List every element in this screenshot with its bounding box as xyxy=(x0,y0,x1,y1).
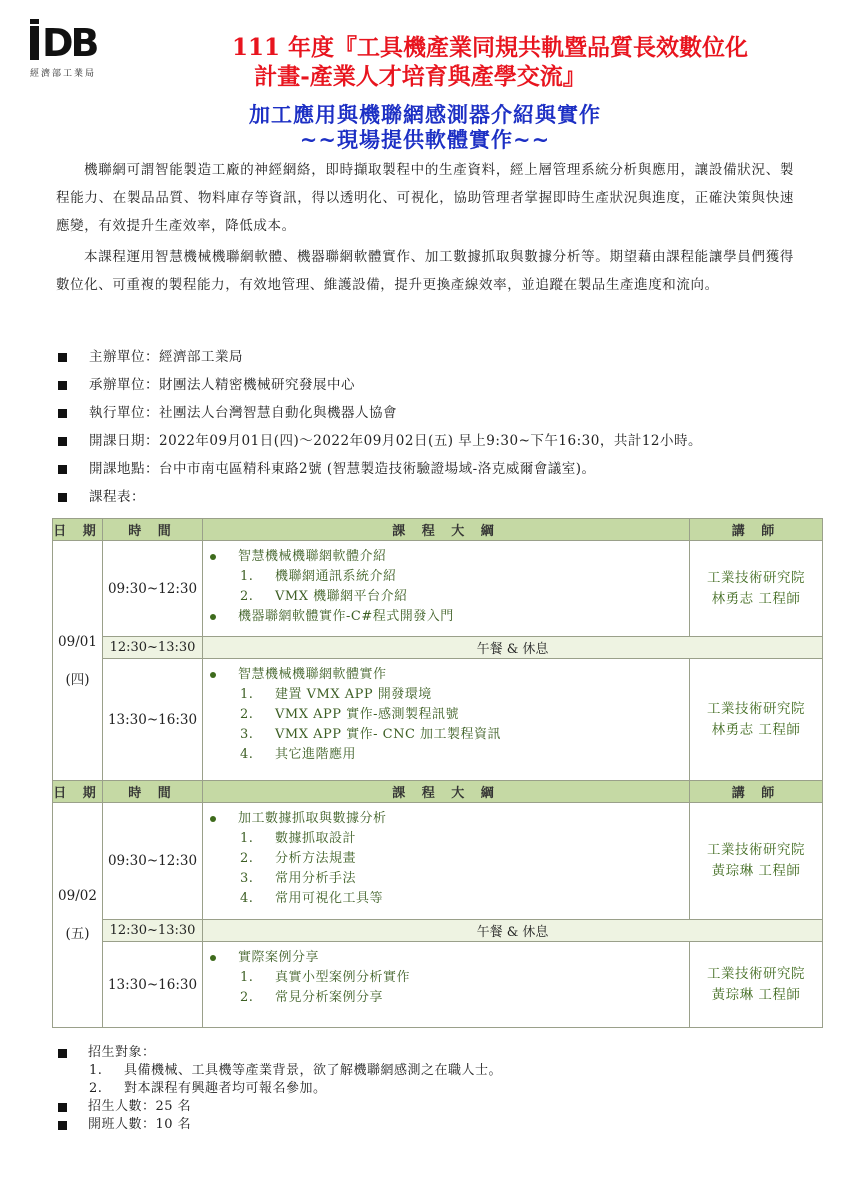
outline-cell xyxy=(203,942,690,1028)
header-teacher: 講 師 xyxy=(690,519,823,541)
weekday-value: (五) xyxy=(65,926,90,942)
outline-item: 加工數據抓取與數據分析 xyxy=(207,809,685,829)
open-count: 開班人數：10 名 xyxy=(88,1117,192,1132)
bullet-dot-icon xyxy=(210,554,216,560)
outline-sub-item: 2. VMX 機聯網平台介紹 xyxy=(240,589,408,604)
bullet-square-icon xyxy=(58,1103,67,1112)
bullet-square-icon xyxy=(58,437,67,446)
outline-item: 智慧機械機聯網軟體實作 xyxy=(207,665,685,685)
info-contractor: 承辦單位：財團法人精密機械研究發展中心 xyxy=(89,377,355,393)
date-cell xyxy=(53,803,103,1028)
table-row xyxy=(53,803,823,920)
footer-item xyxy=(56,1098,502,1116)
date-value: 09/02 xyxy=(58,888,97,904)
outline-sub-item: 3. 常用分析手法 xyxy=(240,871,357,886)
header-date: 日 期 xyxy=(53,519,103,541)
outline-sub-item: 4. 其它進階應用 xyxy=(240,747,357,762)
bullet-square-icon xyxy=(58,353,67,362)
header-outline: 課 程 大 綱 xyxy=(203,781,690,803)
bullet-dot-icon xyxy=(210,614,216,620)
idb-logo xyxy=(30,20,115,82)
teacher-cell: 工業技術研究院 黃琮琳 工程師 xyxy=(690,942,823,1028)
info-list xyxy=(56,343,702,511)
outline-cell xyxy=(203,803,690,920)
intro-paragraph-2: 本課程運用智慧機械機聯網軟體、機器聯網軟體實作、加工數據抓取與數據分析等。期望藉由課程能讓學員們獲得數位化、可重複的製程能力，有效地管理、維護設備，提升更換產線效率，並追蹤在製品生產進度和流向。 xyxy=(56,249,794,293)
intro-paragraph-1: 機聯網可謂智能製造工廠的神經網絡，即時擷取製程中的生產資料，經上層管理系統分析與應用，讓設備狀況、製程能力、在製品品質、物料庫存等資訊，得以透明化、可視化，協助管理者掌握即時生產狀況與進度，正確決策與快速應變，有效提升生產效率，降低成本。 xyxy=(56,162,794,234)
teacher-cell: 工業技術研究院 林勇志 工程師 xyxy=(690,541,823,637)
header-time: 時 間 xyxy=(103,519,203,541)
info-item xyxy=(56,343,702,371)
time-cell: 13:30~16:30 xyxy=(103,942,203,1028)
outline-sub-item: 1. 真實小型案例分析實作 xyxy=(240,970,411,985)
bullet-square-icon xyxy=(58,493,67,502)
program-title-line2: 計畫-產業人才培育與產學交流』 xyxy=(254,63,586,90)
info-location: 開課地點：台中市南屯區精科東路2號 (智慧製造技術驗證場域-洛克威爾會議室)。 xyxy=(89,461,596,477)
info-dates: 開課日期：2022年09月01日(四)～2022年09月02日(五) 早上9:30~下午16:30，共計12小時。 xyxy=(89,433,702,449)
target-label: 招生對象： xyxy=(88,1045,156,1060)
lunch-time-cell: 12:30~13:30 xyxy=(103,637,203,659)
course-title: 加工應用與機聯網感測器介紹與實作 xyxy=(249,102,601,127)
time-cell: 09:30~12:30 xyxy=(103,803,203,920)
date-cell xyxy=(53,541,103,781)
outline-sub-item: 2. VMX APP 實作-感測製程訊號 xyxy=(240,707,459,722)
header-time: 時 間 xyxy=(103,781,203,803)
outline-sub-item: 1. 數據抓取設計 xyxy=(240,831,357,846)
logo-i-bar xyxy=(30,26,39,60)
info-executor: 執行單位：社團法人台灣智慧自動化與機器人協會 xyxy=(89,405,397,421)
enroll-count: 招生人數：25 名 xyxy=(88,1099,192,1114)
outline-item: 智慧機械機聯網軟體介紹 xyxy=(207,547,685,567)
table-row xyxy=(53,942,823,1028)
info-item xyxy=(56,455,702,483)
course-subtitle: ~~現場提供軟體實作~~ xyxy=(299,127,551,152)
outline-sub-item: 1. 機聯網通訊系統介紹 xyxy=(240,569,397,584)
outline-cell xyxy=(203,659,690,781)
info-item xyxy=(56,483,702,511)
bullet-square-icon xyxy=(58,1049,67,1058)
weekday-value: (四) xyxy=(65,671,90,688)
bullet-dot-icon xyxy=(210,955,216,961)
footer-item xyxy=(56,1044,502,1062)
program-title-line1: 111 年度『工具機產業同規共軌暨品質長效數位化 xyxy=(231,34,749,61)
lunch-row xyxy=(53,920,823,942)
teacher-cell: 工業技術研究院 林勇志 工程師 xyxy=(690,659,823,781)
info-item xyxy=(56,371,702,399)
outline-sub-item: 1. 建置 VMX APP 開發環境 xyxy=(240,687,432,702)
outline-sub-item: 3. VMX APP 實作- CNC 加工製程資訊 xyxy=(240,727,502,742)
table-header-row xyxy=(53,781,823,803)
header-outline: 課 程 大 綱 xyxy=(203,519,690,541)
table-row xyxy=(53,659,823,781)
target-item: 1. 具備機械、工具機等產業背景，欲了解機聯網感測之在職人士。 xyxy=(89,1063,503,1078)
bullet-square-icon xyxy=(58,1121,67,1130)
logo-subtitle: 經濟部工業局 xyxy=(30,69,97,79)
target-item: 2. 對本課程有興趣者均可報名參加。 xyxy=(89,1081,327,1096)
bullet-dot-icon xyxy=(210,672,216,678)
bullet-square-icon xyxy=(58,409,67,418)
table-header-row xyxy=(53,519,823,541)
lunch-row xyxy=(53,637,823,659)
lunch-time-cell: 12:30~13:30 xyxy=(103,920,203,942)
outline-sub-item: 4. 常用可視化工具等 xyxy=(240,891,384,906)
footer-info xyxy=(56,1044,502,1134)
outline-cell xyxy=(203,541,690,637)
lunch-label: 午餐 & 休息 xyxy=(203,920,823,942)
time-cell: 13:30~16:30 xyxy=(103,659,203,781)
info-item xyxy=(56,427,702,455)
info-item xyxy=(56,399,702,427)
date-value: 09/01 xyxy=(58,633,97,650)
table-row xyxy=(53,541,823,637)
lunch-label: 午餐 & 休息 xyxy=(203,637,823,659)
header-teacher: 講 師 xyxy=(690,781,823,803)
time-cell: 09:30~12:30 xyxy=(103,541,203,637)
footer-item xyxy=(56,1116,502,1134)
header-date: 日 期 xyxy=(53,781,103,803)
info-schedule-label: 課程表： xyxy=(89,489,145,505)
info-organizer: 主辦單位：經濟部工業局 xyxy=(89,349,243,365)
outline-item: 實際案例分享 xyxy=(207,948,685,968)
bullet-dot-icon xyxy=(210,816,216,822)
logo-letters: DB xyxy=(42,21,97,65)
outline-sub-item: 2. 分析方法規畫 xyxy=(240,851,357,866)
bullet-square-icon xyxy=(58,465,67,474)
schedule-table xyxy=(52,518,823,1028)
outline-sub-item: 2. 常見分析案例分享 xyxy=(240,990,384,1005)
logo-mark xyxy=(30,20,115,65)
bullet-square-icon xyxy=(58,381,67,390)
outline-item: 機器聯網軟體實作-C#程式開發入門 xyxy=(207,607,685,627)
teacher-cell: 工業技術研究院 黃琮琳 工程師 xyxy=(690,803,823,920)
